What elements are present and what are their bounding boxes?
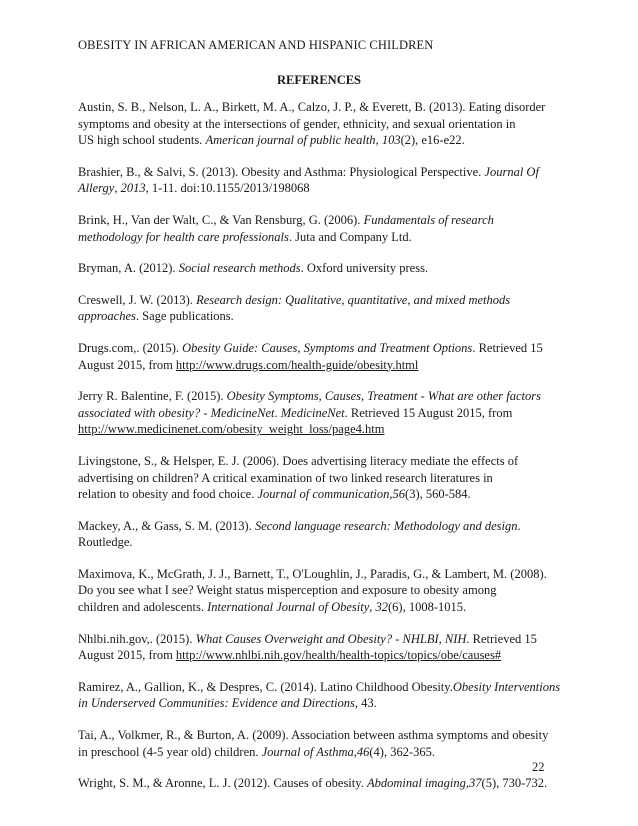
- reference-url-link[interactable]: http://www.nhlbi.nih.gov/health/health-topics/topics/obe/causes#: [175, 648, 502, 663]
- reference-entry: [78, 631, 562, 664]
- reference-italic-text: Social research methods: [178, 261, 301, 276]
- reference-text: Ramirez, A., Gallion, K., & Despres, C. (2014). Latino Childhood Obesity.: [78, 679, 453, 694]
- reference-entry: [78, 212, 562, 245]
- reference-text: Wright, S. M., & Aronne, L. J. (2012). Causes of obesity.: [78, 776, 367, 791]
- reference-text: Drugs.com,. (2015).: [78, 340, 183, 355]
- reference-text: . Retrieved 15: [472, 340, 543, 355]
- reference-line: [78, 229, 562, 246]
- reference-text: August 2015, from: [78, 648, 176, 663]
- reference-text: Routledge.: [78, 535, 133, 550]
- reference-italic-text: Journal of Asthma: [261, 744, 354, 759]
- reference-entry: [78, 292, 562, 325]
- reference-entry: [78, 340, 562, 373]
- reference-text: Creswell, J. W. (2013).: [78, 292, 197, 307]
- reference-italic-text: Obesity Interventions: [452, 679, 561, 694]
- reference-text: Livingstone, S., & Helsper, E. J. (2006). Does advertising literacy mediate the effects of: [78, 453, 519, 468]
- reference-italic-text: 37: [469, 776, 482, 791]
- reference-line: [78, 470, 562, 487]
- reference-entry: [78, 518, 562, 551]
- reference-text: Mackey, A., & Gass, S. M. (2013).: [78, 518, 255, 533]
- reference-italic-text: International Journal of Obesity: [207, 600, 370, 615]
- reference-text: relation to obesity and food choice.: [78, 487, 258, 502]
- reference-line: [78, 388, 562, 405]
- reference-line: [78, 518, 562, 535]
- reference-text: . Retrieved 15 August 2015, from: [344, 405, 513, 420]
- reference-text: ,: [369, 600, 376, 615]
- reference-italic-text: Abdominal imaging: [366, 776, 466, 791]
- running-head: OBESITY IN AFRICAN AMERICAN AND HISPANIC CHILDREN: [78, 38, 434, 52]
- reference-line: [78, 486, 562, 503]
- reference-text: Nhlbi.nih.gov,. (2015).: [78, 631, 196, 646]
- reference-text: Do you see what I see? Weight status misperception and exposure to obesity among: [78, 583, 497, 598]
- reference-list: [78, 99, 562, 807]
- reference-italic-text: What Causes Overweight and Obesity? - NHLBI, NIH: [195, 631, 467, 646]
- reference-line: [78, 727, 562, 744]
- reference-line: [78, 180, 562, 197]
- reference-text: ,: [465, 776, 470, 791]
- reference-italic-text: Fundamentals of research: [363, 212, 494, 227]
- section-title: REFERENCES: [276, 73, 362, 87]
- reference-italic-text: American journal of public health: [205, 133, 376, 148]
- reference-entry: [78, 566, 562, 616]
- reference-line: [78, 405, 562, 422]
- reference-italic-text: Obesity Guide: Causes, Symptoms and Treatment Options: [182, 340, 473, 355]
- reference-url-link[interactable]: http://www.medicinenet.com/obesity_weight_loss/page4.htm: [78, 422, 385, 437]
- reference-line: [78, 292, 562, 309]
- reference-text: symptoms and obesity at the intersections of gender, ethnicity, and sexual orientation in: [78, 116, 516, 131]
- reference-text: ,: [375, 133, 382, 148]
- reference-italic-text: in Underserved Communities: Evidence and Directions: [78, 696, 355, 711]
- reference-text: . Oxford university press.: [300, 261, 429, 276]
- reference-text: advertising on children? A critical examination of two linked research literatures in: [78, 470, 493, 485]
- reference-text: , 1-11. doi:10.1155/2013/198068: [145, 181, 310, 196]
- reference-line: [78, 679, 562, 696]
- reference-text: .: [274, 405, 281, 420]
- reference-text: (6), 1008-1015.: [388, 600, 467, 615]
- reference-text: Tai, A., Volkmer, R., & Burton, A. (2009). Association between asthma symptoms and obesity: [78, 728, 549, 743]
- reference-text: Brashier, B., & Salvi, S. (2013). Obesity and Asthma: Physiological Perspective.: [78, 164, 485, 179]
- reference-text: Maximova, K., McGrath, J. J., Barnett, T., O'Loughlin, J., Paradis, G., & Lambert, M. (2008).: [78, 566, 547, 581]
- reference-italic-text: approaches: [78, 309, 136, 324]
- reference-line: [78, 566, 562, 583]
- reference-italic-text: MedicineNet: [280, 405, 345, 420]
- reference-text: ,: [389, 487, 393, 502]
- reference-entry: [78, 164, 562, 197]
- reference-italic-text: 103: [381, 133, 401, 148]
- reference-line: [78, 582, 562, 599]
- reference-text: children and adolescents.: [78, 600, 208, 615]
- reference-entry: [78, 388, 562, 438]
- reference-italic-text: associated with obesity? - MedicineNet: [78, 405, 275, 420]
- reference-text: (5), 730-732.: [481, 776, 548, 791]
- reference-text: ,: [114, 181, 121, 196]
- reference-entry: [78, 453, 562, 503]
- reference-line: [78, 599, 562, 616]
- reference-text: Bryman, A. (2012).: [78, 261, 179, 276]
- reference-line: [78, 260, 562, 277]
- reference-line: [78, 534, 562, 551]
- page-number: 22: [532, 760, 545, 774]
- reference-text: Jerry R. Balentine, F. (2015).: [78, 389, 227, 404]
- reference-entry: [78, 727, 562, 760]
- reference-entry: [78, 775, 562, 792]
- reference-italic-text: Research design: Qualitative, quantitative, and mixed methods: [196, 292, 511, 307]
- reference-line: [78, 357, 562, 374]
- reference-italic-text: Second language research: Methodology and design: [254, 518, 518, 533]
- reference-italic-text: 46: [356, 744, 370, 759]
- reference-text: , 43.: [354, 696, 377, 711]
- reference-line: [78, 308, 562, 325]
- reference-text: Brink, H., Van der Walt, C., & Van Rensburg, G. (2006).: [78, 212, 364, 227]
- reference-entry: [78, 679, 562, 712]
- reference-text: .: [517, 518, 521, 533]
- reference-text: (3), 560-584.: [405, 487, 471, 502]
- reference-italic-text: Allergy: [78, 181, 115, 196]
- reference-italic-text: 32: [375, 600, 389, 615]
- reference-line: [78, 212, 562, 229]
- reference-line: [78, 453, 562, 470]
- reference-text: August 2015, from: [78, 357, 176, 372]
- reference-line: [78, 99, 562, 116]
- reference-italic-text: 56: [392, 487, 406, 502]
- reference-text: . Sage publications.: [135, 309, 234, 324]
- reference-text: Austin, S. B., Nelson, L. A., Birkett, M. A., Calzo, J. P., & Everett, B. (2013). Eating disorder: [78, 100, 546, 114]
- reference-line: [78, 775, 562, 792]
- reference-italic-text: Obesity Symptoms, Causes, Treatment - What are other factors: [226, 389, 541, 404]
- reference-entry: [78, 260, 562, 277]
- reference-line: [78, 164, 562, 181]
- reference-line: [78, 631, 562, 648]
- reference-text: (4), 362-365.: [369, 744, 436, 759]
- reference-text: . Retrieved 15: [466, 631, 537, 646]
- reference-text: ,: [353, 744, 357, 759]
- reference-line: [78, 695, 562, 712]
- reference-text: . Juta and Company Ltd.: [288, 229, 412, 244]
- reference-italic-text: Journal of communication: [257, 487, 390, 502]
- reference-url-link[interactable]: http://www.drugs.com/health-guide/obesity.html: [175, 357, 419, 372]
- reference-italic-text: 2013: [120, 181, 146, 196]
- reference-line: [78, 744, 562, 761]
- reference-italic-text: methodology for health care professionals: [78, 229, 289, 244]
- reference-line: [78, 647, 562, 664]
- reference-text: in preschool (4-5 year old) children.: [78, 744, 262, 759]
- reference-line: [78, 421, 562, 438]
- reference-italic-text: Journal Of: [484, 164, 539, 179]
- reference-text: US high school students.: [78, 133, 206, 148]
- reference-line: [78, 132, 562, 149]
- reference-entry: [78, 99, 562, 149]
- reference-line: [78, 340, 562, 357]
- reference-text: (2), e16-e22.: [400, 133, 465, 148]
- reference-line: [78, 116, 562, 133]
